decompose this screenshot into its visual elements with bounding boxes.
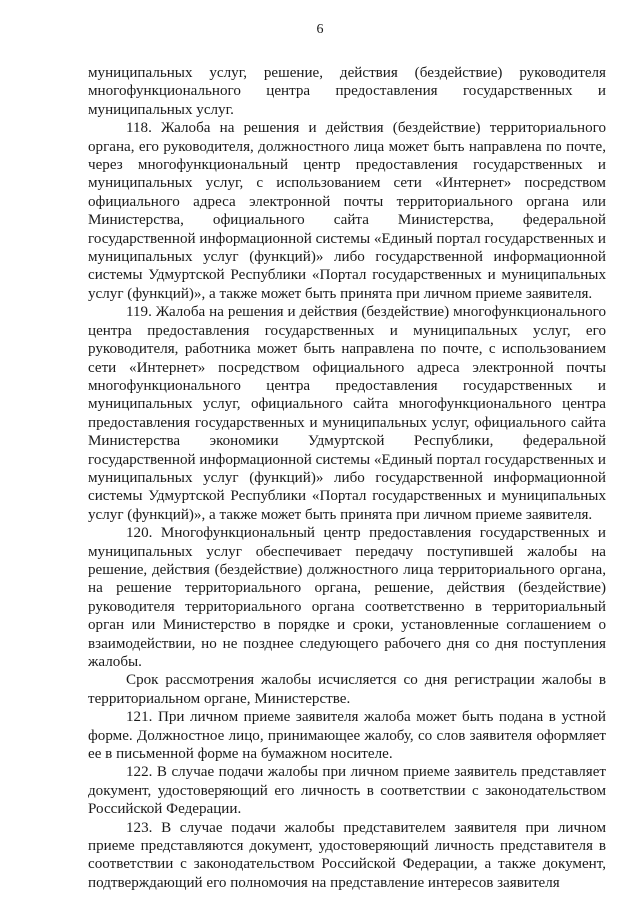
- document-body: [88, 64, 606, 892]
- paragraph-120: 120. Многофункциональный центр предоставления государственных и муниципальных услуг обеспечивает передачу поступившей жалобы на решение, действия (бездействие) должностного лица территориального органа, на решение территориального органа, решение, действия (бездействие) руководителя территориального органа соответственно в территориальный орган или Министерство в порядке и сроки, установленные соглашением о взаимодействии, но не позднее следующего рабочего дня со дня поступления жалобы.: [88, 525, 606, 670]
- paragraph-review-period: Срок рассмотрения жалобы исчисляется со дня регистрации жалобы в территориальном органе, Министерстве.: [88, 672, 606, 707]
- paragraph-118: 118. Жалоба на решения и действия (бездействие) территориального органа, его руководителя, должностного лица может быть направлена по почте, через многофункциональный центр предоставления государственных и муниципальных услуг, с использованием сети «Интернет» посредством официального адреса электронной почты территориального органа или Министерства, официального сайта Министерства, федеральной государственной информационной системы «Единый портал государственных и муниципальных услуг (функций)» либо государственной информационной системы Удмуртской Республики «Портал государственных и муниципальных услуг (функций)», а также может быть принята при личном приеме заявителя.: [88, 120, 606, 302]
- paragraph-123: 123. В случае подачи жалобы представителем заявителя при личном приеме представляются документ, удостоверяющий личность представителя в соответствии с законодательством Российской Федерации, а также документ, подтверждающий его полномочия на представление интересов заявителя: [88, 819, 606, 891]
- paragraph-121: 121. При личном приеме заявителя жалоба может быть подана в устной форме. Должностное лицо, принимающее жалобу, со слов заявителя оформляет ее в письменной форме на бумажном носителе.: [88, 709, 606, 763]
- paragraph-122: 122. В случае подачи жалобы при личном приеме заявитель представляет документ, удостоверяющий его личность в соответствии с законодательством Российской Федерации.: [88, 764, 606, 818]
- paragraph-continuation: муниципальных услуг, решение, действия (бездействие) руководителя многофункционального центра предоставления государственных и муниципальных услуг.: [88, 65, 606, 118]
- page-number: 6: [316, 22, 324, 37]
- paragraph-119: 119. Жалоба на решения и действия (бездействие) многофункционального центра предоставления государственных и муниципальных услуг, его руководителя, работника может быть направлена по почте, с использованием сети «Интернет» посредством официального адреса электронной почты многофункционального центра предоставления государственных и муниципальных услуг, официального сайта многофункционального центра предоставления государственных и муниципальных услуг, официального сайта Министерства экономики Удмуртской Республики, федеральной государственной информационной системы «Единый портал государственных и муниципальных услуг (функций)» либо государственной информационной системы Удмуртской Республики «Портал государственных и муниципальных услуг (функций)», а также может быть принята при личном приеме заявителя.: [88, 304, 606, 523]
